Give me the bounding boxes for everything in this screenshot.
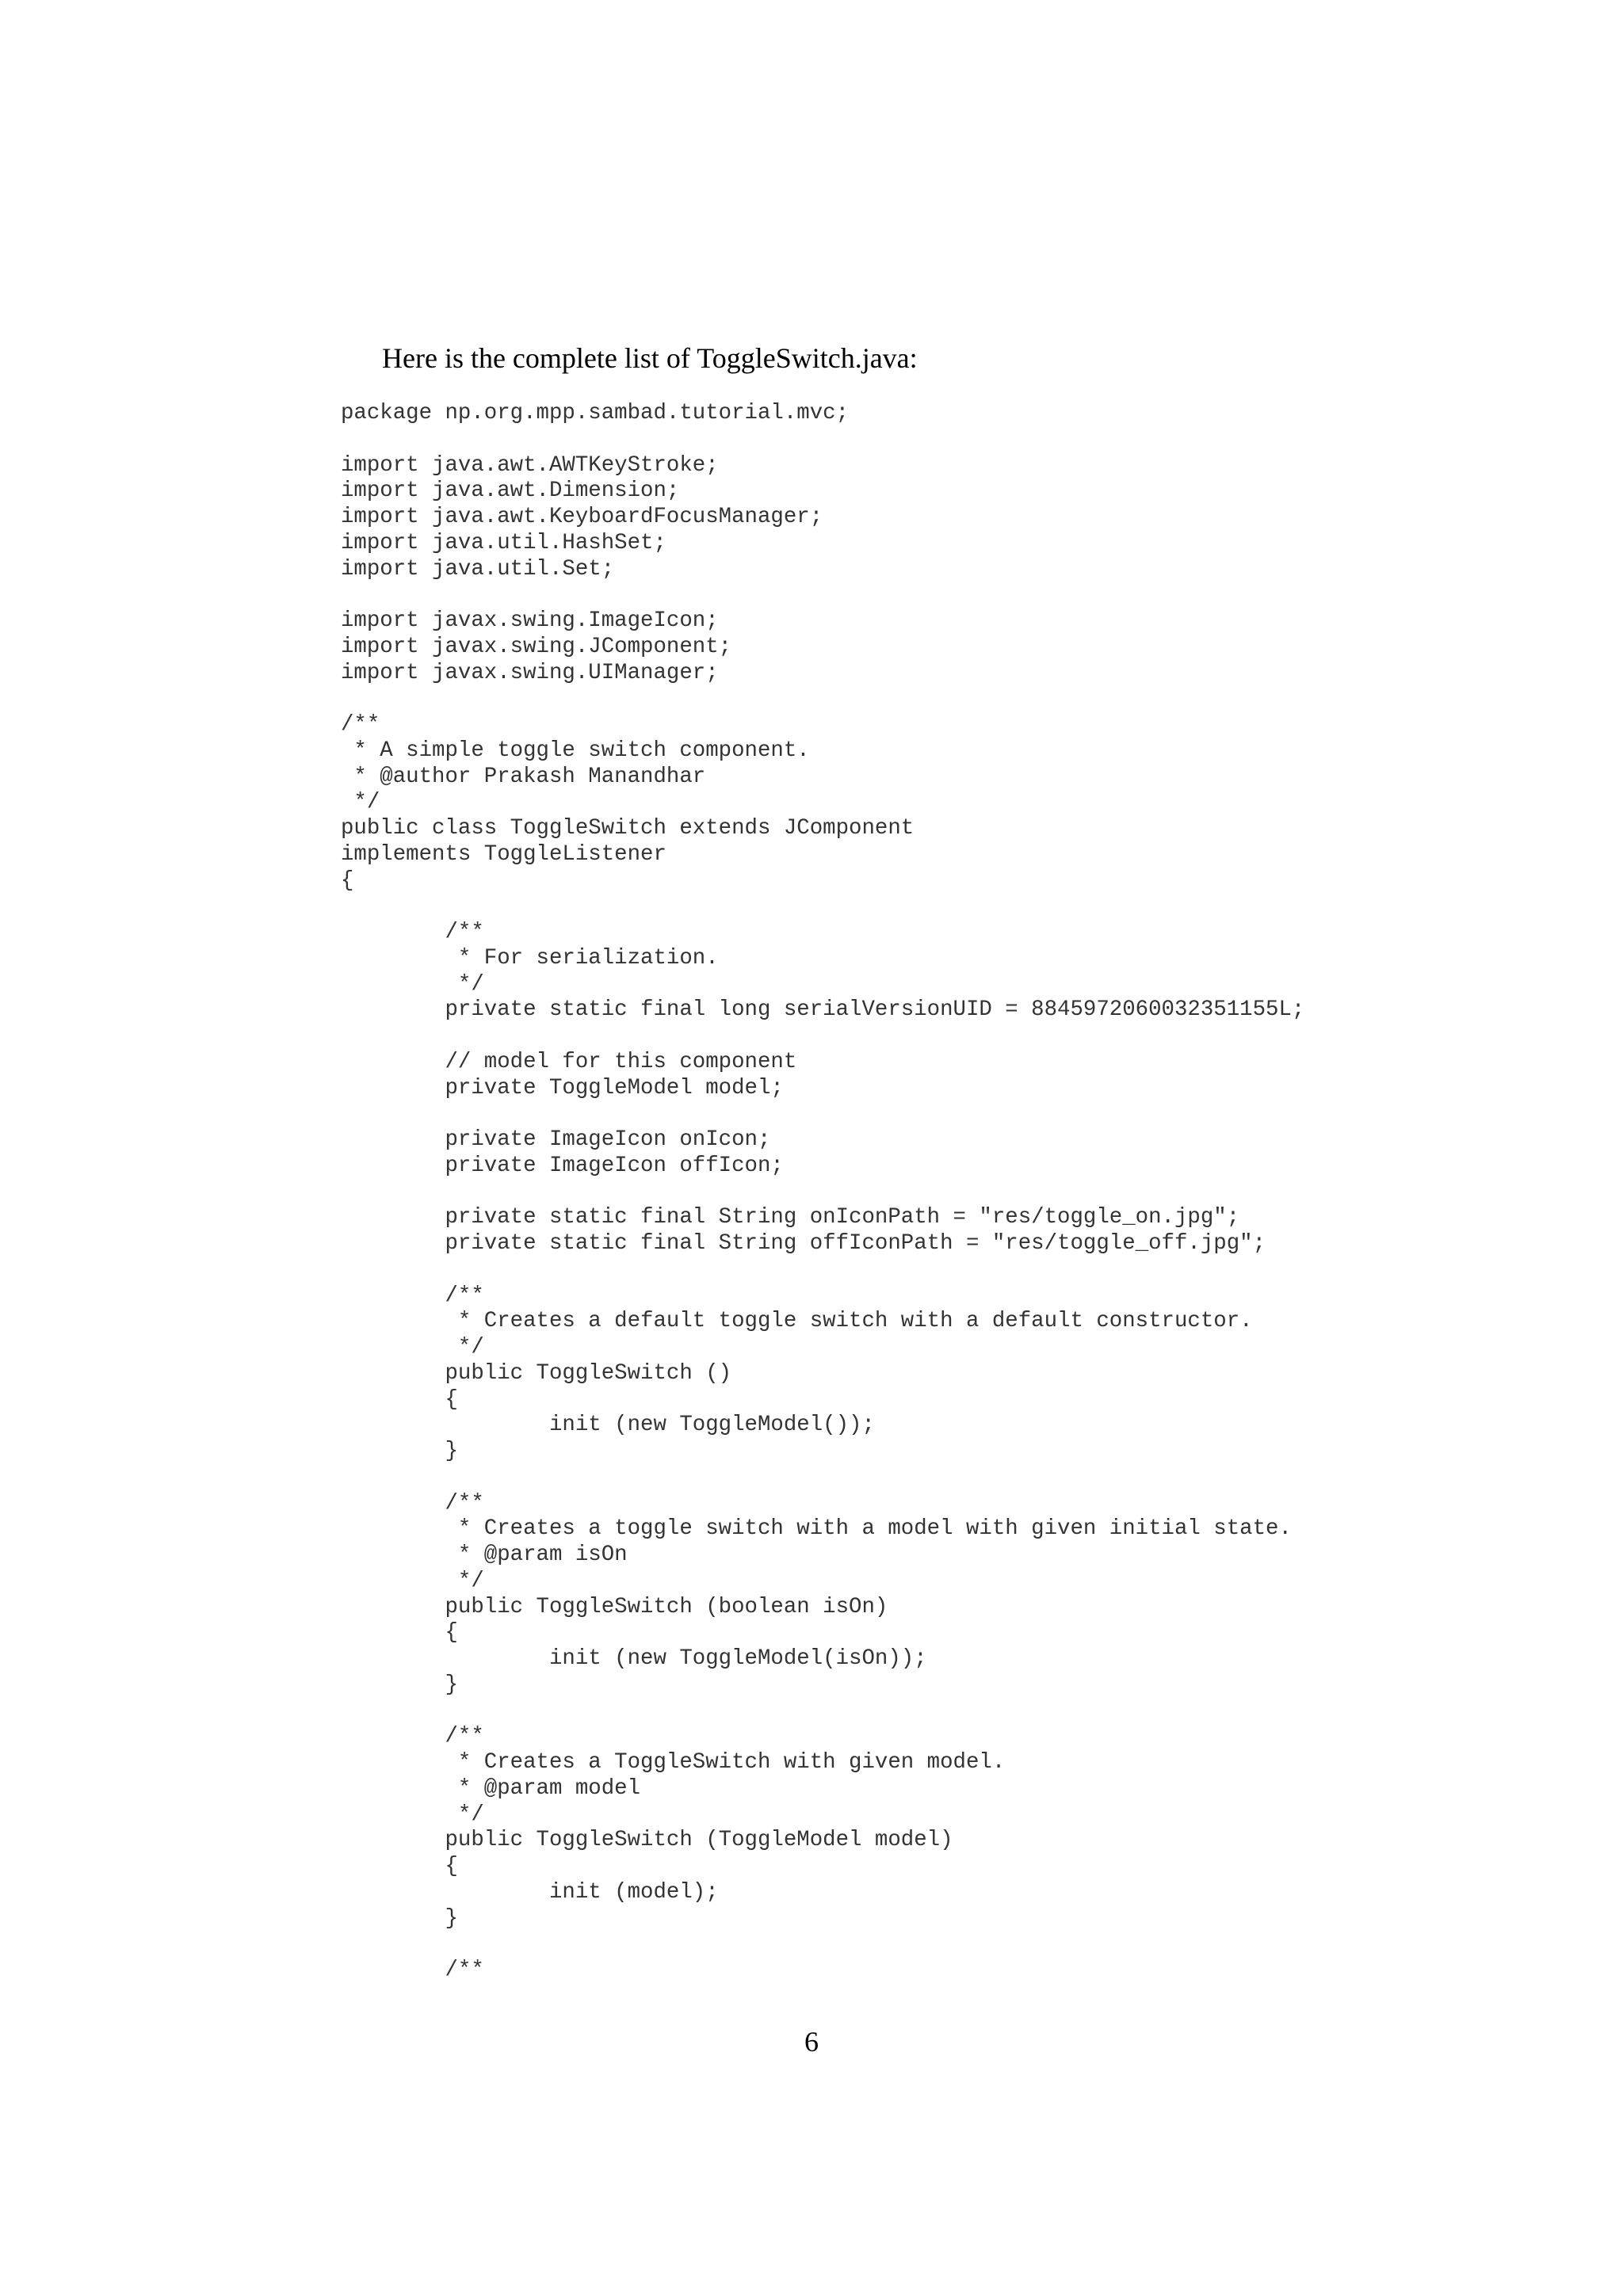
code-line: package np.org.mpp.sambad.tutorial.mvc; <box>341 401 850 425</box>
code-line <box>341 1699 1304 1725</box>
code-line: } <box>341 1905 458 1931</box>
code-line: */ <box>341 971 484 997</box>
code-line: public ToggleSwitch (ToggleModel model) <box>341 1828 953 1853</box>
intro-paragraph: Here is the complete list of ToggleSwitch.java: <box>382 342 918 374</box>
code-line <box>341 686 1304 712</box>
code-line: } <box>341 1439 458 1463</box>
code-line: import javax.swing.JComponent; <box>341 634 732 659</box>
code-line <box>341 582 1304 608</box>
code-line: init (model); <box>341 1879 719 1905</box>
code-line: import java.awt.Dimension; <box>341 479 680 504</box>
code-line: private ImageIcon offIcon; <box>341 1153 784 1178</box>
code-line: private ImageIcon onIcon; <box>341 1127 771 1152</box>
code-line: import javax.swing.ImageIcon; <box>341 608 719 633</box>
code-line: private static final String offIconPath = "res/toggle_off.jpg"; <box>341 1231 1266 1256</box>
code-line: /** <box>341 1490 484 1516</box>
code-line: } <box>341 1672 458 1697</box>
code-line: * A simple toggle switch component. <box>341 738 810 763</box>
code-line <box>341 1101 1304 1127</box>
code-line: /** <box>341 920 484 944</box>
code-line: { <box>341 1386 458 1412</box>
code-line: * For serialization. <box>341 945 719 971</box>
code-line: // model for this component <box>341 1049 797 1074</box>
code-line: */ <box>341 1335 484 1360</box>
code-line: * Creates a ToggleSwitch with given model. <box>341 1750 1006 1775</box>
code-line <box>341 427 1304 453</box>
page-number: 6 <box>804 2026 819 2058</box>
code-line: private static final String onIconPath = "res/toggle_on.jpg"; <box>341 1205 1240 1230</box>
code-line: private ToggleModel model; <box>341 1075 784 1100</box>
code-line: * @param isOn <box>341 1543 628 1567</box>
code-line: { <box>341 1620 458 1646</box>
code-line: import java.awt.AWTKeyStroke; <box>341 452 719 478</box>
code-line <box>341 1024 1304 1050</box>
code-line: public ToggleSwitch () <box>341 1360 732 1386</box>
code-line: init (new ToggleModel()); <box>341 1413 875 1438</box>
code-line: import java.util.Set; <box>341 556 615 582</box>
code-listing <box>341 401 1304 1984</box>
code-line: */ <box>341 790 380 815</box>
code-line: { <box>341 1854 458 1878</box>
code-line: */ <box>341 1802 484 1827</box>
code-line <box>341 1932 1304 1958</box>
code-line: public class ToggleSwitch extends JComponent <box>341 816 915 841</box>
code-line <box>341 1180 1304 1206</box>
code-line: init (new ToggleModel(isOn)); <box>341 1646 927 1671</box>
code-line: { <box>341 868 354 893</box>
code-line <box>341 894 1304 920</box>
code-line: implements ToggleListener <box>341 841 666 867</box>
code-line: import javax.swing.UIManager; <box>341 660 719 685</box>
code-line <box>341 1465 1304 1491</box>
code-line: */ <box>341 1568 484 1593</box>
code-line: /** <box>341 712 380 737</box>
code-line: * @param model <box>341 1775 641 1801</box>
code-line <box>341 1257 1304 1283</box>
code-line: import java.util.HashSet; <box>341 530 666 555</box>
code-line: /** <box>341 1724 484 1749</box>
code-line: /** <box>341 1283 484 1308</box>
code-line: public ToggleSwitch (boolean isOn) <box>341 1594 888 1619</box>
code-line: * Creates a default toggle switch with a default constructor. <box>341 1309 1253 1334</box>
code-line: * Creates a toggle switch with a model with given initial state. <box>341 1516 1292 1542</box>
code-line: private static final long serialVersionUID = 8845972060032351155L; <box>341 997 1305 1023</box>
code-line: /** <box>341 1958 484 1982</box>
code-line: import java.awt.KeyboardFocusManager; <box>341 505 823 529</box>
code-line: * @author Prakash Manandhar <box>341 764 706 789</box>
